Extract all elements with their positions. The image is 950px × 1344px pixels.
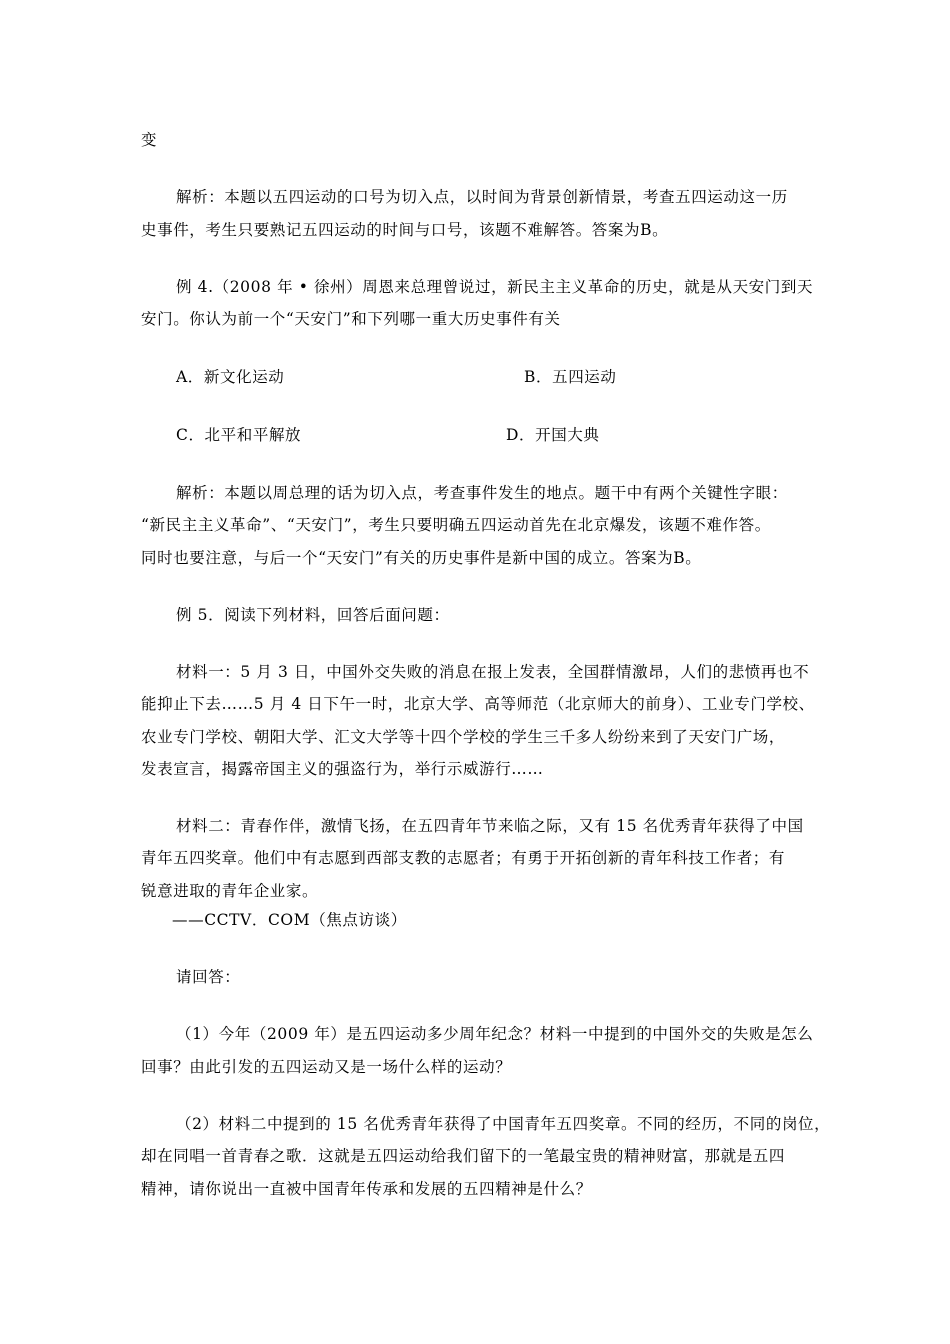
material-1-line: 农业专门学校、朝阳大学、汇文大学等十四个学校的学生三千多人纷纷来到了天安门广场，: [141, 728, 786, 746]
question-1-line: 回事？由此引发的五四运动又是一场什么样的运动？: [141, 1058, 512, 1076]
analysis-line: 史事件，考生只要熟记五四运动的时间与口号，该题不难解答。答案为B。: [141, 221, 669, 239]
analysis-line: 解析：本题以五四运动的口号为切入点，以时间为背景创新情景，考查五四运动这一历: [176, 188, 788, 206]
question-1-line: （1）今年（2009 年）是五四运动多少周年纪念？材料一中提到的中国外交的失败是怎么: [176, 1025, 814, 1043]
analysis-line: 解析：本题以周总理的话为切入点，考查事件发生的地点。题干中有两个关键性字眼：: [176, 484, 788, 502]
material-2-source: ——CCTV．COM（焦点访谈）: [172, 911, 407, 929]
analysis-line: 同时也要注意，与后一个“天安门”有关的历史事件是新中国的成立。答案为B。: [141, 549, 702, 567]
option-b: B．五四运动: [524, 368, 617, 386]
material-2-line: 锐意进取的青年企业家。: [141, 882, 319, 900]
material-1-line: 能抑止下去……5 月 4 日下午一时，北京大学、高等师范（北京师大的前身）、工业专门学校、: [141, 695, 815, 713]
question-2-line: 精神，请你说出一直被中国青年传承和发展的五四精神是什么？: [141, 1180, 592, 1198]
question-intro: 请回答：: [176, 968, 241, 986]
option-a: A．新文化运动: [176, 368, 285, 386]
option-c: C．北平和平解放: [176, 426, 302, 444]
example-4-line: 安门。你认为前一个“天安门”和下列哪一重大历史事件有关: [141, 310, 561, 328]
text-line: 变: [141, 131, 158, 149]
question-2-line: （2）材料二中提到的 15 名优秀青年获得了中国青年五四奖章。不同的经历，不同的岗位，: [176, 1115, 831, 1133]
example-5-line: 例 5．阅读下列材料，回答后面问题：: [176, 606, 450, 624]
material-1-line: 材料一：5 月 3 日，中国外交失败的消息在报上发表，全国群情激昂，人们的悲愤再也不: [176, 663, 810, 681]
example-4-line: 例 4.（2008 年 • 徐州）周恩来总理曾说过，新民主主义革命的历史，就是从天安门到天: [176, 278, 814, 296]
analysis-line: “新民主主义革命”、“天安门”，考生只要明确五四运动首先在北京爆发，该题不难作答。: [141, 516, 771, 534]
material-2-line: 材料二：青春作伴，激情飞扬，在五四青年节来临之际，又有 15 名优秀青年获得了中国: [176, 817, 804, 835]
question-2-line: 却在同唱一首青春之歌．这就是五四运动给我们留下的一笔最宝贵的精神财富，那就是五四: [141, 1147, 786, 1165]
material-2-line: 青年五四奖章。他们中有志愿到西部支教的志愿者；有勇于开拓创新的青年科技工作者；有: [141, 849, 786, 867]
option-d: D．开国大典: [506, 426, 600, 444]
material-1-line: 发表宣言，揭露帝国主义的强盗行为，举行示威游行……: [141, 760, 544, 778]
